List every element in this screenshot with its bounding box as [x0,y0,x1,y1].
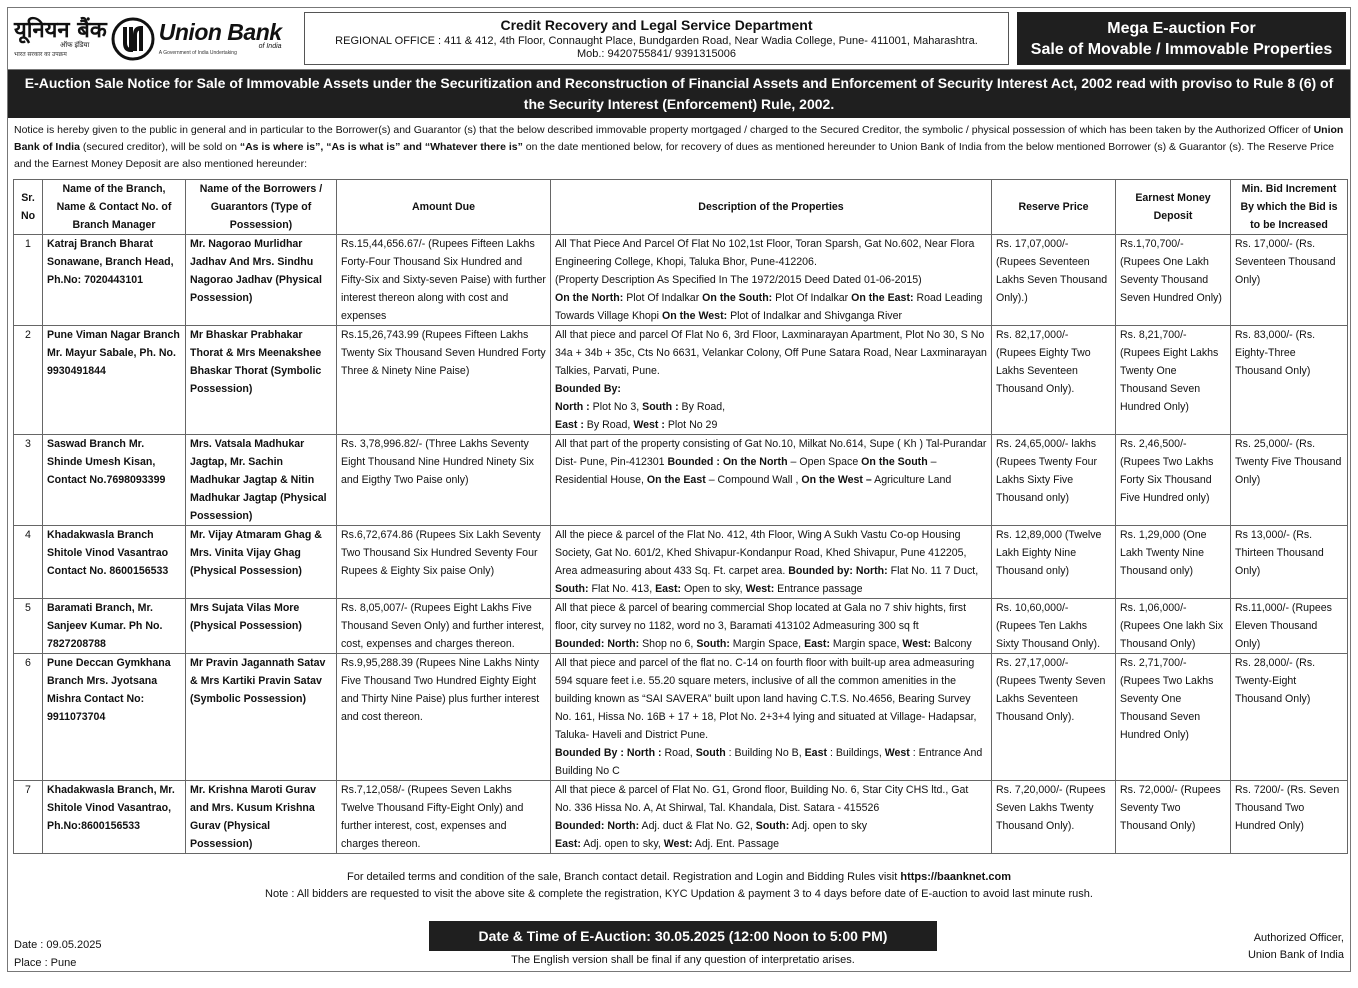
boundary-label: South : [642,401,679,413]
cell-branch: Pune Viman Nagar Branch Mr. Mayur Sabale, Ph. No. 9930491844 [43,326,186,435]
cell-sr: 1 [14,235,43,326]
description-main: All the piece & parcel of the Flat No. 412, 4th Floor, Wing A Sukh Vastu Co-op Housing Society, Gat No. 601/2, Khed Shivapur-Kondanpur Road, Khed Shivapur, Pune 412205, Area admeasuring about 433 Sq. Ft. carpet area. [555,529,967,577]
cell-increment: Rs. 83,000/- (Rs. Eighty-Three Thousand Only) [1231,326,1348,435]
cell-emd: Rs. 2,71,700/- (Rupees Two Lakhs Seventy One Thousand Seven Hundred Only) [1116,654,1231,781]
cell-amount: Rs.15,26,743.99 (Rupees Fifteen Lakhs Twenty Six Thousand Seven Hundred Forty Three & Ninety Nine Paise) [337,326,551,435]
notice-text-3: on the date mentioned below, for recovery of dues as mentioned hereunder to Union Bank of India from the below mentioned Borrower (s) & Guarantor (s). The Reserve Price and the Earnest Money Deposit are also mentioned hereunder: [14,141,1334,170]
boundary-label: North: [855,565,888,577]
bounded-label: Bounded By : [555,747,624,759]
mega-line-1: Mega E-auction For [1107,19,1256,37]
header-amount: Amount Due [337,180,551,235]
cell-branch: Baramati Branch, Mr. Sanjeev Kumar. Ph No. 7827208788 [43,599,186,654]
boundary-value: Plot of Indalkar and Shivganga River [727,310,903,322]
department-mobile: Mob.: 9420755841/ 9391315006 [576,48,737,60]
cell-reserve: Rs. 10,60,000/- (Rupees Ten Lakhs Sixty Thousand Only). [992,599,1116,654]
boundary-value: Entrance passage [774,583,863,595]
cell-sr: 5 [14,599,43,654]
boundary-label: On the North [722,456,788,468]
boundary-label: South: [555,583,589,595]
header-reserve: Reserve Price [992,180,1116,235]
cell-branch: Khadakwasla Branch, Mr. Shitole Vinod Vasantrao, Ph.No:8600156533 [43,781,186,854]
boundary-value: Open to sky, [681,583,746,595]
union-bank-mark-icon [111,17,155,61]
cell-sr: 2 [14,326,43,435]
cell-description [551,435,992,526]
notice-bank-name: Union Bank of India [14,124,1344,153]
cell-amount: Rs.7,12,058/- (Rupees Seven Lakhs Twelve Thousand Fifty-Eight Only) and further interest, cost, expenses and charges thereon. [337,781,551,854]
description-main: All that piece & parcel of bearing commercial Shop located at Gala no 7 shiv hights, first floor, city survey no 1182, word no 3, Baramati 413102 Admeasuring 300 sq ft [555,602,967,632]
cell-borrower: Mr. Nagorao Murlidhar Jadhav And Mrs. Sindhu Nagorao Jadhav (Physical Possession) [186,235,337,326]
english-version-note: The English version shall be final if any question of interpretatio arises. [511,954,855,966]
boundary-label: South: [755,820,790,832]
cell-increment: Rs 13,000/- (Rs. Thirteen Thousand Only) [1231,526,1348,599]
boundary-label: East: [804,638,830,650]
boundary-value: Road Leading Towards Village Khopi [555,292,983,322]
boundary-label: East: [655,583,681,595]
table-header-row [14,180,1348,235]
cell-description [551,599,992,654]
table-row [14,235,1348,326]
boundary-value: Flat No. 11 7 Duct, [887,565,979,577]
cell-branch: Khadakwasla Branch Shitole Vinod Vasantrao Contact No. 8600156533 [43,526,186,599]
cell-increment: Rs.11,000/- (Rupees Eleven Thousand Only) [1231,599,1348,654]
description-main: All that part of the property consisting of Gat No.10, Milkat No.614, Supe ( Kh ) Tal-Purandar Dist- Pune, Pin-412301 [555,438,987,468]
terms-text: For detailed terms and condition of the sale, Branch contact detail. Registration and Login and Bidding Rules visit [346,871,901,883]
boundary-value: Adj. open to sky, [580,838,664,850]
header-emd: Earnest Money Deposit [1116,180,1231,235]
boundary-value: Plot Of Indalkar [772,292,852,304]
cell-emd: Rs. 2,46,500/- (Rupees Two Lakhs Forty Six Thousand Five Hundred only) [1116,435,1231,526]
authorized-officer [1248,930,1344,964]
table-row [14,599,1348,654]
boundary-label: On the West – [801,474,872,486]
boundary-value: : Buildings, [827,747,885,759]
cell-branch: Saswad Branch Mr. Shinde Umesh Kisan, Contact No.7698093399 [43,435,186,526]
notice-text-1: Notice is hereby given to the public in general and in particular to the Borrower(s) and Guarantor (s) that the below described immovable property mortgaged / charged to the Secured Creditor, the symbolic / physical possession of which has been taken by the Authorized Officer of [14,124,1314,136]
authorized-officer-bank: Union Bank of India [1247,949,1344,961]
boundary-label: On the East: [851,292,914,304]
boundary-value: – Compound Wall , [705,474,802,486]
cell-description [551,326,992,435]
cell-branch: Katraj Branch Bharat Sonawane, Branch Head, Ph.No: 7020443101 [43,235,186,326]
boundary-value: Adj. duct & Flat No. G2, [639,820,756,832]
table-row [14,435,1348,526]
logo-hindi-text: यूनियन बैंक [14,17,107,43]
cell-emd: Rs. 72,000/- (Rupees Seventy Two Thousand Only) [1116,781,1231,854]
boundary-value: : Building No B, [725,747,805,759]
header-sr: Sr. No [14,180,43,235]
cell-description [551,235,992,326]
cell-sr: 7 [14,781,43,854]
logo-english-text: Union Bank [158,19,282,45]
notice-date: Date : 09.05.2025 [14,939,102,951]
boundary-label: On the East [646,474,706,486]
boundary-value: Plot Of Indalkar [623,292,703,304]
cell-description [551,781,992,854]
department-address: REGIONAL OFFICE : 411 & 412, 4th Floor, Connaught Place, Bundgarden Road, Near Wadia College, Pune- 411001, Maharashtra. [335,35,978,47]
boundary-label: East: [555,838,581,850]
boundary-label: On the North: [555,292,624,304]
logo-hindi-sub: ऑफ इंडिया [60,42,90,49]
cell-increment: Rs. 28,000/- (Rs. Twenty-Eight Thousand Only) [1231,654,1348,781]
logo-hindi-block [14,19,107,58]
cell-increment: Rs. 7200/- (Rs. Seven Thousand Two Hundred Only) [1231,781,1348,854]
cell-increment: Rs. 25,000/- (Rs. Twenty Five Thousand Only) [1231,435,1348,526]
boundary-value: Plot No 3, [589,401,643,413]
notice-banner: E-Auction Sale Notice for Sale of Immovable Assets under the Securitization and Reconstruction of Financial Assets and Enforcement of Security Interest Act, 2002 read with proviso to Rule 8 (6) of the Security Interest (Enforcement) Rule, 2002. [8,70,1350,118]
cell-sr: 3 [14,435,43,526]
description-main: All that piece and parcel of the flat no. C-14 on fourth floor with built-up area admeasuring 594 square feet i.e. 55.20 square meters, inclusive of all the common amenities in the building known as “SAI SAVERA” built upon land having C.T.S. No.4656, Bearing Survey No. 161, Hissa No. 16B + 17 + 18, Plot No. 2+3+4 lying and situated at Village- Hadapsar, Taluka- Haveli and District Pune. [555,657,977,741]
cell-description [551,654,992,781]
boundary-value: Adj. Ent. Passage [692,838,779,850]
mega-auction-box [1017,12,1346,65]
cell-amount: Rs.15,44,656.67/- (Rupees Fifteen Lakhs Forty-Four Thousand Six Hundred and Fifty-Six and Sixty-seven Paise) with further interest thereon along with cost and expenses [337,235,551,326]
department-title: Credit Recovery and Legal Service Department [500,17,813,33]
cell-sr: 6 [14,654,43,781]
header [8,8,1350,70]
notice-place: Place : Pune [14,957,77,969]
header-branch: Name of the Branch, Name & Contact No. of Branch Manager [43,180,186,235]
description-main: All that piece and parcel Of Flat No 6, 3rd Floor, Laxminarayan Apartment, Plot No 30, S No 34a + 34b + 35c, Cts No 6631, Velankar Colony, Off Pune Satara Road, Near Laxminarayan Talkies, Parvati, Pune. [555,329,987,377]
header-description: Description of the Properties [551,180,992,235]
description-extra: (Property Description As Specified In The 1972/2015 Deed Dated 01-06-2015) [555,274,922,286]
bounded-label: Bounded : [667,456,720,468]
cell-emd: Rs. 1,29,000 (One Lakh Twenty Nine Thousand only) [1116,526,1231,599]
properties-table [13,179,1348,854]
table-row [14,526,1348,599]
cell-emd: Rs. 1,06,000/- (Rupees One lakh Six Thousand Only) [1116,599,1231,654]
boundary-label: South: [696,638,730,650]
boundary-label: North : [555,401,590,413]
cell-reserve: Rs. 27,17,000/- (Rupees Twenty Seven Lakhs Seventeen Thousand Only). [992,654,1116,781]
header-borrower: Name of the Borrowers / Guarantors (Type of Possession) [186,180,337,235]
description-main: All that piece & parcel of Flat No. G1, Grond floor, Building No. 6, Star City CHS ltd., Gat No. 336 Hissa No. A, At Shirwal, Tal. Khandala, Dist. Satara - 415526 [555,784,969,814]
header-increment: Min. Bid Increment By which the Bid is to be Increased [1231,180,1348,235]
cell-borrower: Mr. Vijay Atmaram Ghag & Mrs. Vinita Vijay Ghag (Physical Possession) [186,526,337,599]
boundary-label: West: [745,583,775,595]
cell-emd: Rs.1,70,700/- (Rupees One Lakh Seventy Thousand Seven Hundred Only) [1116,235,1231,326]
cell-emd: Rs. 8,21,700/- (Rupees Eight Lakhs Twenty One Thousand Seven Hundred Only) [1116,326,1231,435]
baanknet-link[interactable]: https://baanknet.com [900,871,1011,883]
cell-borrower: Mrs. Vatsala Madhukar Jagtap, Mr. Sachin Madhukar Jagtap & Nitin Madhukar Jagtap (Physical Possession) [186,435,337,526]
boundary-value: Balcony [931,638,972,650]
date-place [14,936,101,972]
cell-amount: Rs.6,72,674.86 (Rupees Six Lakh Seventy Two Thousand Six Hundred Seventy Four Rupees & Eighty Six paise Only) [337,526,551,599]
cell-description [551,526,992,599]
bounded-label: Bounded: [555,638,605,650]
cell-reserve: Rs. 24,65,000/- lakhs (Rupees Twenty Four Lakhs Sixty Five Thousand only) [992,435,1116,526]
notice-paragraph [8,118,1350,173]
boundary-value: By Road, [678,401,726,413]
boundary-label: West : [633,419,665,431]
logo-english-tag: A Government of India Undertaking [158,50,237,56]
boundary-label: East [804,747,827,759]
boundary-label: On the South: [702,292,773,304]
boundary-label: West [884,747,910,759]
boundary-label: South [695,747,726,759]
notice-text-2: (secured creditor), will be sold on [79,141,240,153]
department-box [304,12,1009,65]
cell-amount: Rs. 8,05,007/- (Rupees Eight Lakhs Five Thousand Seven Only) and further interest, cost, expenses and charges thereon. [337,599,551,654]
boundary-value: Plot No 29 [664,419,718,431]
union-bank-logo [8,8,304,69]
bounded-label: Bounded by: [788,565,853,577]
mega-line-2: Sale of Movable / Immovable Properties [1030,40,1333,58]
auction-datetime-banner: Date & Time of E-Auction: 30.05.2025 (12:00 Noon to 5:00 PM) [429,921,937,951]
authorized-officer-title: Authorized Officer, [1253,932,1344,944]
boundary-value: Shop no 6, [639,638,697,650]
boundary-label: West: [663,838,693,850]
cell-reserve: Rs. 17,07,000/- (Rupees Seventeen Lakhs Seven Thousand Only).) [992,235,1116,326]
cell-increment: Rs. 17,000/- (Rs. Seventeen Thousand Only) [1231,235,1348,326]
bounded-label: Bounded By: [555,383,621,395]
footer-terms [8,869,1350,903]
cell-reserve: Rs. 12,89,000 (Twelve Lakh Eighty Nine Thousand only) [992,526,1116,599]
cell-branch: Pune Deccan Gymkhana Branch Mrs. Jyotsana Mishra Contact No: 9911073704 [43,654,186,781]
boundary-value: Agriculture Land [871,474,952,486]
table-row [14,326,1348,435]
boundary-label: East : [555,419,584,431]
boundary-value: – Residential House, [555,456,937,486]
boundary-label: North: [607,638,640,650]
logo-english-sub: of India [258,43,282,50]
boundary-value: Margin space, [829,638,903,650]
boundary-value: By Road, [583,419,634,431]
cell-borrower: Mrs Sujata Vilas More (Physical Possession) [186,599,337,654]
logo-hindi-tag: भारत सरकार का उपक्रम [14,52,67,58]
cell-amount: Rs. 3,78,996.82/- (Three Lakhs Seventy Eight Thousand Nine Hundred Ninety Six and Eigthy Two Paise only) [337,435,551,526]
boundary-value: Adj. open to sky [789,820,868,832]
cell-amount: Rs.9,95,288.39 (Rupees Nine Lakhs Ninty Five Thousand Two Hundred Eighty Eight and Thirty Nine Paise) plus further interest and cost thereon. [337,654,551,781]
boundary-value: Margin Space, [729,638,805,650]
logo-english-block [159,21,282,56]
notice-sale-terms: “As is where is”, “As is what is” and “Whatever there is” [239,141,523,153]
boundary-value: – Open Space [787,456,862,468]
boundary-value: Flat No. 413, [588,583,656,595]
cell-reserve: Rs. 82,17,000/- (Rupees Eighty Two Lakhs Seventeen Thousand Only). [992,326,1116,435]
table-row [14,781,1348,854]
boundary-label: West: [902,638,932,650]
cell-sr: 4 [14,526,43,599]
boundary-value: : Entrance And Building No C [555,747,983,777]
bounded-label: Bounded: [555,820,605,832]
boundary-label: North : [626,747,662,759]
cell-borrower: Mr Pravin Jagannath Satav & Mrs Kartiki Pravin Satav (Symbolic Possession) [186,654,337,781]
boundary-label: North: [607,820,640,832]
auction-notice-page [7,7,1351,972]
boundary-value: Road, [661,747,696,759]
cell-borrower: Mr. Krishna Maroti Gurav and Mrs. Kusum Krishna Gurav (Physical Possession) [186,781,337,854]
table-row [14,654,1348,781]
cell-borrower: Mr Bhaskar Prabhakar Thorat & Mrs Meenakshee Bhaskar Thorat (Symbolic Possession) [186,326,337,435]
boundary-label: On the South [861,456,928,468]
description-main: All That Piece And Parcel Of Flat No 102,1st Floor, Toran Sparsh, Gat No.602, Near Flora Engineering College, Khopi, Taluka Bhor, Pune-412206. [555,238,975,268]
cell-reserve: Rs. 7,20,000/- (Rupees Seven Lakhs Twenty Thousand Only). [992,781,1116,854]
boundary-label: On the West: [661,310,728,322]
bidder-note: Note : All bidders are requested to visit the above site & complete the registration, KYC Updation & payment 3 to 4 days before date of E-auction to avoid last minute rush. [265,888,1093,900]
